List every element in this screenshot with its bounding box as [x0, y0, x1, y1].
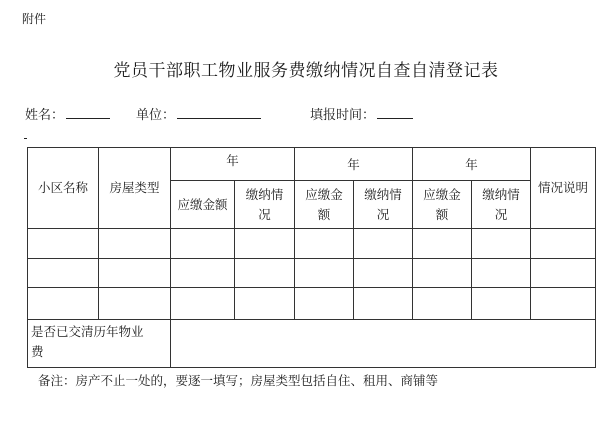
payment-status-line-1: 缴纳情 — [245, 187, 284, 202]
amount-due-line-2: 额 — [317, 207, 331, 222]
header-notes: 情况说明 — [537, 180, 588, 195]
form-title: 党员干部职工物业服务费缴纳情况自查自清登记表 — [113, 61, 499, 81]
payment-status-line-1: 缴纳情 — [364, 187, 402, 202]
cleared-label-line-2: 费 — [31, 344, 44, 359]
header-community: 小区名称 — [37, 180, 88, 195]
cleared-label-line-1: 是否已交清历年物业 — [31, 324, 144, 339]
year-2-payment-status — [354, 185, 412, 225]
amount-due-line-1: 应缴金 — [305, 187, 343, 202]
amount-due-line-1: 应缴金 — [423, 187, 461, 202]
year-2-amount-due — [295, 185, 353, 225]
cleared-all-fees-label — [31, 322, 169, 362]
name-label: 姓名： — [25, 108, 65, 123]
payment-status-line-1: 缴纳情 — [482, 187, 520, 202]
year-3-amount-due — [413, 185, 471, 225]
attachment-label: 附件 — [22, 12, 47, 26]
year-1-amount-due: 应缴金额 — [177, 197, 228, 212]
footnote: 备注：房产不止一处的，要逐一填写；房屋类型包括自住、租用、商铺等 — [38, 373, 439, 388]
year-3-payment-status — [472, 185, 530, 225]
header-house-type: 房屋类型 — [109, 180, 160, 195]
year-3-header: 年 — [465, 157, 478, 172]
year-2-header: 年 — [347, 157, 360, 172]
year-1-header: 年 — [226, 153, 239, 168]
payment-status-line-2: 况 — [258, 207, 271, 222]
payment-status-line-2: 况 — [494, 207, 508, 222]
unit-label: 单位： — [136, 108, 176, 123]
date-label: 填报时间： — [310, 108, 376, 123]
amount-due-line-2: 额 — [435, 207, 449, 222]
year-1-payment-status — [235, 185, 294, 225]
payment-status-line-2: 况 — [376, 207, 390, 222]
